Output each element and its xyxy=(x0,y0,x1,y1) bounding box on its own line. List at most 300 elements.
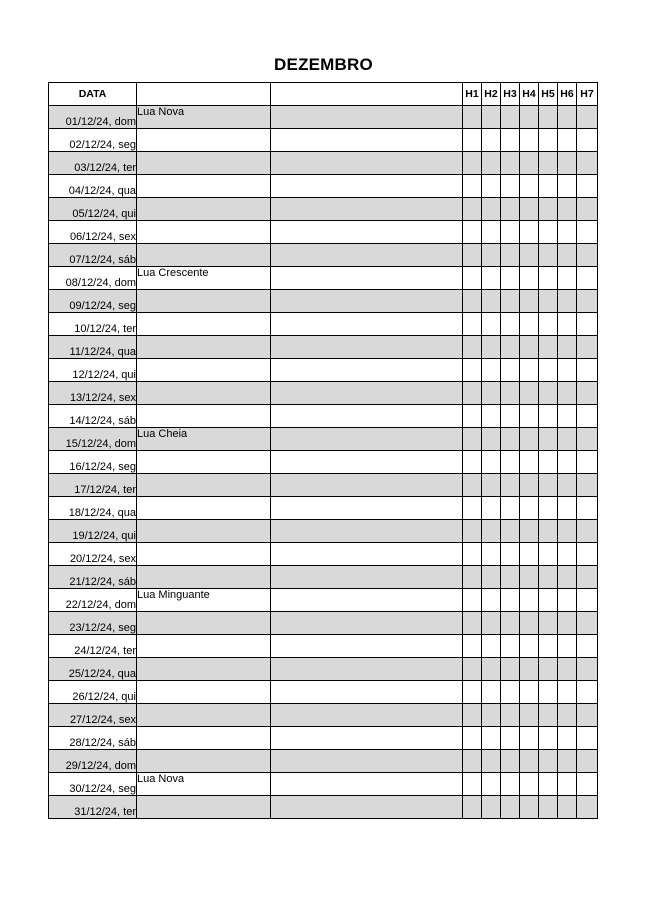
hour-cell[interactable] xyxy=(539,681,558,704)
note-cell[interactable]: Lua Cheia xyxy=(137,428,271,451)
hour-cell[interactable] xyxy=(520,658,539,681)
hour-cell[interactable] xyxy=(577,704,598,727)
extra-cell[interactable] xyxy=(271,405,463,428)
hour-cell[interactable] xyxy=(501,658,520,681)
extra-cell[interactable] xyxy=(271,313,463,336)
extra-cell[interactable] xyxy=(271,382,463,405)
hour-cell[interactable] xyxy=(520,175,539,198)
hour-cell[interactable] xyxy=(539,451,558,474)
hour-cell[interactable] xyxy=(520,106,539,129)
hour-cell[interactable] xyxy=(558,681,577,704)
extra-cell[interactable] xyxy=(271,175,463,198)
hour-cell[interactable] xyxy=(482,635,501,658)
hour-cell[interactable] xyxy=(558,612,577,635)
date-cell: 20/12/24, sex xyxy=(49,543,137,566)
hour-cell[interactable] xyxy=(558,221,577,244)
date-cell: 18/12/24, qua xyxy=(49,497,137,520)
hour-cell[interactable] xyxy=(520,566,539,589)
hour-cell[interactable] xyxy=(520,336,539,359)
hour-cell[interactable] xyxy=(520,750,539,773)
hour-cell[interactable] xyxy=(501,589,520,612)
table-row xyxy=(49,244,598,267)
hour-cell[interactable] xyxy=(539,796,558,819)
hour-cell[interactable] xyxy=(482,290,501,313)
hour-column-header: H7 xyxy=(577,83,598,106)
hour-cell[interactable] xyxy=(482,359,501,382)
hour-cell[interactable] xyxy=(520,382,539,405)
hour-cell[interactable] xyxy=(577,428,598,451)
hour-cell[interactable] xyxy=(482,175,501,198)
hour-cell[interactable] xyxy=(539,658,558,681)
hour-cell[interactable] xyxy=(539,520,558,543)
hour-cell[interactable] xyxy=(520,313,539,336)
hour-cell[interactable] xyxy=(482,382,501,405)
hour-cell[interactable] xyxy=(463,152,482,175)
extra-cell[interactable] xyxy=(271,681,463,704)
hour-cell[interactable] xyxy=(501,474,520,497)
hour-cell[interactable] xyxy=(558,796,577,819)
hour-cell[interactable] xyxy=(463,267,482,290)
note-cell[interactable] xyxy=(137,497,271,520)
hour-cell[interactable] xyxy=(482,313,501,336)
hour-cell[interactable] xyxy=(501,428,520,451)
hour-cell[interactable] xyxy=(501,106,520,129)
extra-cell[interactable] xyxy=(271,566,463,589)
hour-cell[interactable] xyxy=(558,336,577,359)
extra-cell[interactable] xyxy=(271,796,463,819)
hour-cell[interactable] xyxy=(520,129,539,152)
hour-cell[interactable] xyxy=(577,129,598,152)
hour-cell[interactable] xyxy=(539,773,558,796)
extra-cell[interactable] xyxy=(271,106,463,129)
hour-cell[interactable] xyxy=(520,520,539,543)
extra-cell[interactable] xyxy=(271,750,463,773)
note-cell[interactable] xyxy=(137,198,271,221)
extra-cell[interactable] xyxy=(271,773,463,796)
hour-cell[interactable] xyxy=(539,497,558,520)
hour-cell[interactable] xyxy=(539,566,558,589)
hour-cell[interactable] xyxy=(501,704,520,727)
date-cell: 30/12/24, seg xyxy=(49,773,137,796)
hour-cell[interactable] xyxy=(520,543,539,566)
hour-cell[interactable] xyxy=(520,267,539,290)
hour-cell[interactable] xyxy=(463,796,482,819)
hour-cell[interactable] xyxy=(577,773,598,796)
hour-cell[interactable] xyxy=(501,405,520,428)
hour-cell[interactable] xyxy=(539,635,558,658)
extra-cell[interactable] xyxy=(271,727,463,750)
hour-cell[interactable] xyxy=(520,796,539,819)
hour-cell[interactable] xyxy=(558,635,577,658)
hour-cell[interactable] xyxy=(558,175,577,198)
hour-cell[interactable] xyxy=(501,566,520,589)
hour-cell[interactable] xyxy=(577,727,598,750)
hour-cell[interactable] xyxy=(463,244,482,267)
extra-cell[interactable] xyxy=(271,267,463,290)
hour-cell[interactable] xyxy=(463,175,482,198)
hour-cell[interactable] xyxy=(558,129,577,152)
hour-cell[interactable] xyxy=(463,681,482,704)
hour-cell[interactable] xyxy=(577,796,598,819)
extra-cell[interactable] xyxy=(271,152,463,175)
hour-cell[interactable] xyxy=(501,336,520,359)
date-cell: 22/12/24, dom xyxy=(49,589,137,612)
extra-cell[interactable] xyxy=(271,589,463,612)
hour-cell[interactable] xyxy=(501,175,520,198)
hour-cell[interactable] xyxy=(577,221,598,244)
note-cell[interactable] xyxy=(137,175,271,198)
hour-cell[interactable] xyxy=(520,589,539,612)
hour-cell[interactable] xyxy=(463,313,482,336)
hour-cell[interactable] xyxy=(520,773,539,796)
hour-cell[interactable] xyxy=(501,796,520,819)
hour-cell[interactable] xyxy=(577,681,598,704)
hour-cell[interactable] xyxy=(520,704,539,727)
hour-cell[interactable] xyxy=(482,566,501,589)
note-cell[interactable] xyxy=(137,750,271,773)
hour-cell[interactable] xyxy=(520,152,539,175)
extra-cell[interactable] xyxy=(271,543,463,566)
hour-cell[interactable] xyxy=(501,681,520,704)
extra-cell[interactable] xyxy=(271,290,463,313)
hour-cell[interactable] xyxy=(558,405,577,428)
hour-cell[interactable] xyxy=(577,451,598,474)
hour-cell[interactable] xyxy=(558,267,577,290)
date-cell: 21/12/24, sáb xyxy=(49,566,137,589)
hour-cell[interactable] xyxy=(501,451,520,474)
hour-cell[interactable] xyxy=(463,566,482,589)
hour-cell[interactable] xyxy=(558,658,577,681)
date-cell: 02/12/24, seg xyxy=(49,129,137,152)
hour-cell[interactable] xyxy=(501,290,520,313)
note-cell[interactable] xyxy=(137,221,271,244)
hour-cell[interactable] xyxy=(577,313,598,336)
hour-cell[interactable] xyxy=(558,106,577,129)
hour-cell[interactable] xyxy=(501,727,520,750)
hour-cell[interactable] xyxy=(558,543,577,566)
hour-cell[interactable] xyxy=(558,290,577,313)
hour-cell[interactable] xyxy=(501,129,520,152)
hour-cell[interactable] xyxy=(558,198,577,221)
hour-cell[interactable] xyxy=(539,382,558,405)
hour-cell[interactable] xyxy=(482,704,501,727)
extra-cell[interactable] xyxy=(271,129,463,152)
extra-cell[interactable] xyxy=(271,497,463,520)
extra-cell[interactable] xyxy=(271,428,463,451)
hour-cell[interactable] xyxy=(463,106,482,129)
extra-cell[interactable] xyxy=(271,336,463,359)
hour-cell[interactable] xyxy=(463,474,482,497)
hour-cell[interactable] xyxy=(577,267,598,290)
hour-cell[interactable] xyxy=(482,474,501,497)
hour-cell[interactable] xyxy=(501,750,520,773)
hour-cell[interactable] xyxy=(520,428,539,451)
hour-cell[interactable] xyxy=(520,359,539,382)
hour-cell[interactable] xyxy=(482,497,501,520)
note-cell[interactable]: Lua Crescente xyxy=(137,267,271,290)
hour-cell[interactable] xyxy=(463,589,482,612)
hour-cell[interactable] xyxy=(539,198,558,221)
hour-cell[interactable] xyxy=(501,313,520,336)
note-cell[interactable] xyxy=(137,543,271,566)
hour-cell[interactable] xyxy=(482,796,501,819)
hour-cell[interactable] xyxy=(463,428,482,451)
hour-cell[interactable] xyxy=(577,290,598,313)
note-cell[interactable] xyxy=(137,566,271,589)
note-cell[interactable] xyxy=(137,336,271,359)
note-cell[interactable] xyxy=(137,474,271,497)
hour-cell[interactable] xyxy=(463,359,482,382)
hour-cell[interactable] xyxy=(520,244,539,267)
hour-cell[interactable] xyxy=(482,129,501,152)
hour-cell[interactable] xyxy=(558,497,577,520)
hour-cell[interactable] xyxy=(577,520,598,543)
hour-cell[interactable] xyxy=(577,106,598,129)
note-cell[interactable] xyxy=(137,382,271,405)
hour-cell[interactable] xyxy=(501,152,520,175)
hour-cell[interactable] xyxy=(539,152,558,175)
table-row xyxy=(49,543,598,566)
hour-cell[interactable] xyxy=(577,405,598,428)
note-cell[interactable] xyxy=(137,520,271,543)
hour-cell[interactable] xyxy=(482,520,501,543)
hour-cell[interactable] xyxy=(520,451,539,474)
hour-cell[interactable] xyxy=(577,612,598,635)
note-cell[interactable] xyxy=(137,359,271,382)
hour-cell[interactable] xyxy=(463,773,482,796)
table-row xyxy=(49,405,598,428)
hour-cell[interactable] xyxy=(539,221,558,244)
hour-cell[interactable] xyxy=(501,612,520,635)
note-cell[interactable]: Lua Minguante xyxy=(137,589,271,612)
hour-cell[interactable] xyxy=(558,589,577,612)
hour-cell[interactable] xyxy=(501,382,520,405)
hour-cell[interactable] xyxy=(482,451,501,474)
hour-cell[interactable] xyxy=(577,152,598,175)
extra-cell[interactable] xyxy=(271,520,463,543)
note-cell[interactable] xyxy=(137,727,271,750)
extra-cell[interactable] xyxy=(271,658,463,681)
hour-cell[interactable] xyxy=(520,290,539,313)
hour-cell[interactable] xyxy=(482,267,501,290)
table-row xyxy=(49,221,598,244)
note-cell[interactable] xyxy=(137,313,271,336)
note-cell[interactable] xyxy=(137,290,271,313)
hour-cell[interactable] xyxy=(539,405,558,428)
hour-cell[interactable] xyxy=(539,106,558,129)
date-cell: 26/12/24, qui xyxy=(49,681,137,704)
hour-cell[interactable] xyxy=(558,520,577,543)
hour-cell[interactable] xyxy=(501,267,520,290)
hour-cell[interactable] xyxy=(558,152,577,175)
hour-cell[interactable] xyxy=(577,750,598,773)
hour-cell[interactable] xyxy=(558,773,577,796)
hour-cell[interactable] xyxy=(463,635,482,658)
hour-cell[interactable] xyxy=(539,129,558,152)
hour-cell[interactable] xyxy=(482,405,501,428)
hour-cell[interactable] xyxy=(577,244,598,267)
extra-cell[interactable] xyxy=(271,474,463,497)
date-cell: 17/12/24, ter xyxy=(49,474,137,497)
hour-cell[interactable] xyxy=(463,382,482,405)
hour-cell[interactable] xyxy=(482,244,501,267)
note-cell[interactable] xyxy=(137,612,271,635)
hour-cell[interactable] xyxy=(577,382,598,405)
hour-cell[interactable] xyxy=(501,543,520,566)
table-row xyxy=(49,773,598,796)
hour-cell[interactable] xyxy=(520,727,539,750)
note-column-header xyxy=(137,83,271,106)
extra-cell[interactable] xyxy=(271,612,463,635)
hour-cell[interactable] xyxy=(482,727,501,750)
hour-cell[interactable] xyxy=(558,428,577,451)
hour-cell[interactable] xyxy=(577,635,598,658)
hour-cell[interactable] xyxy=(520,612,539,635)
hour-cell[interactable] xyxy=(482,658,501,681)
hour-cell[interactable] xyxy=(577,497,598,520)
hour-cell[interactable] xyxy=(539,589,558,612)
hour-cell[interactable] xyxy=(558,727,577,750)
hour-cell[interactable] xyxy=(463,727,482,750)
hour-cell[interactable] xyxy=(577,474,598,497)
hour-cell[interactable] xyxy=(577,198,598,221)
table-row xyxy=(49,474,598,497)
hour-cell[interactable] xyxy=(482,336,501,359)
hour-cell[interactable] xyxy=(482,681,501,704)
hour-cell[interactable] xyxy=(482,221,501,244)
hour-cell[interactable] xyxy=(558,359,577,382)
hour-cell[interactable] xyxy=(482,612,501,635)
hour-cell[interactable] xyxy=(501,773,520,796)
hour-cell[interactable] xyxy=(520,198,539,221)
hour-cell[interactable] xyxy=(463,520,482,543)
hour-cell[interactable] xyxy=(539,175,558,198)
hour-cell[interactable] xyxy=(558,313,577,336)
note-cell[interactable] xyxy=(137,704,271,727)
hour-cell[interactable] xyxy=(463,497,482,520)
hour-cell[interactable] xyxy=(482,152,501,175)
note-cell[interactable] xyxy=(137,796,271,819)
hour-column-header: H3 xyxy=(501,83,520,106)
hour-cell[interactable] xyxy=(558,704,577,727)
hour-cell[interactable] xyxy=(558,382,577,405)
hour-cell[interactable] xyxy=(539,474,558,497)
hour-cell[interactable] xyxy=(482,428,501,451)
extra-cell[interactable] xyxy=(271,704,463,727)
hour-cell[interactable] xyxy=(463,750,482,773)
note-cell[interactable] xyxy=(137,635,271,658)
hour-cell[interactable] xyxy=(501,359,520,382)
extra-cell[interactable] xyxy=(271,221,463,244)
hour-cell[interactable] xyxy=(577,359,598,382)
hour-cell[interactable] xyxy=(482,198,501,221)
hour-cell[interactable] xyxy=(558,474,577,497)
note-cell[interactable] xyxy=(137,129,271,152)
note-cell[interactable] xyxy=(137,244,271,267)
hour-cell[interactable] xyxy=(539,727,558,750)
table-row xyxy=(49,359,598,382)
hour-cell[interactable] xyxy=(463,198,482,221)
hour-cell[interactable] xyxy=(482,773,501,796)
table-row xyxy=(49,497,598,520)
hour-cell[interactable] xyxy=(463,129,482,152)
hour-cell[interactable] xyxy=(539,359,558,382)
hour-cell[interactable] xyxy=(539,543,558,566)
hour-cell[interactable] xyxy=(558,566,577,589)
hour-cell[interactable] xyxy=(463,290,482,313)
hour-cell[interactable] xyxy=(463,543,482,566)
hour-cell[interactable] xyxy=(577,175,598,198)
note-cell[interactable] xyxy=(137,451,271,474)
hour-cell[interactable] xyxy=(463,221,482,244)
hour-cell[interactable] xyxy=(558,244,577,267)
table-row xyxy=(49,727,598,750)
extra-cell[interactable] xyxy=(271,198,463,221)
note-cell[interactable] xyxy=(137,681,271,704)
hour-cell[interactable] xyxy=(577,589,598,612)
hour-cell[interactable] xyxy=(482,106,501,129)
hour-cell[interactable] xyxy=(482,589,501,612)
note-cell[interactable] xyxy=(137,658,271,681)
hour-cell[interactable] xyxy=(501,221,520,244)
hour-cell[interactable] xyxy=(520,221,539,244)
hour-cell[interactable] xyxy=(520,497,539,520)
hour-cell[interactable] xyxy=(463,451,482,474)
hour-cell[interactable] xyxy=(520,681,539,704)
hour-cell[interactable] xyxy=(520,635,539,658)
note-cell[interactable]: Lua Nova xyxy=(137,106,271,129)
hour-cell[interactable] xyxy=(539,290,558,313)
hour-cell[interactable] xyxy=(501,497,520,520)
hour-cell[interactable] xyxy=(539,612,558,635)
hour-cell[interactable] xyxy=(577,658,598,681)
hour-cell[interactable] xyxy=(539,428,558,451)
hour-cell[interactable] xyxy=(577,336,598,359)
hour-cell[interactable] xyxy=(558,451,577,474)
hour-cell[interactable] xyxy=(558,750,577,773)
hour-cell[interactable] xyxy=(539,267,558,290)
hour-cell[interactable] xyxy=(463,336,482,359)
hour-cell[interactable] xyxy=(482,543,501,566)
hour-cell[interactable] xyxy=(539,244,558,267)
hour-cell[interactable] xyxy=(501,244,520,267)
hour-cell[interactable] xyxy=(501,198,520,221)
hour-cell[interactable] xyxy=(577,543,598,566)
hour-cell[interactable] xyxy=(577,566,598,589)
hour-cell[interactable] xyxy=(463,405,482,428)
hour-cell[interactable] xyxy=(463,704,482,727)
hour-cell[interactable] xyxy=(539,313,558,336)
hour-cell[interactable] xyxy=(520,405,539,428)
hour-cell[interactable] xyxy=(501,635,520,658)
note-cell[interactable] xyxy=(137,405,271,428)
extra-cell[interactable] xyxy=(271,635,463,658)
date-cell: 31/12/24, ter xyxy=(49,796,137,819)
hour-cell[interactable] xyxy=(463,612,482,635)
hour-cell[interactable] xyxy=(463,658,482,681)
extra-cell[interactable] xyxy=(271,359,463,382)
note-cell[interactable]: Lua Nova xyxy=(137,773,271,796)
extra-cell[interactable] xyxy=(271,244,463,267)
hour-cell[interactable] xyxy=(482,750,501,773)
hour-cell[interactable] xyxy=(501,520,520,543)
note-cell[interactable] xyxy=(137,152,271,175)
hour-cell[interactable] xyxy=(539,336,558,359)
hour-cell[interactable] xyxy=(539,750,558,773)
hour-cell[interactable] xyxy=(520,474,539,497)
hour-cell[interactable] xyxy=(539,704,558,727)
extra-cell[interactable] xyxy=(271,451,463,474)
